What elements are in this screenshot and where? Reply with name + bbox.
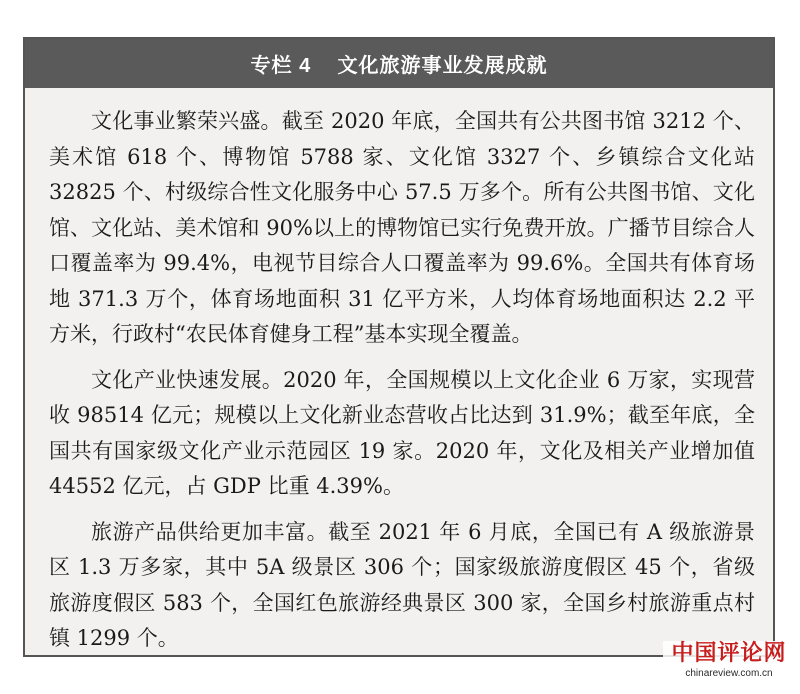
paragraph-tourism: 旅游产品供给更加丰富。截至 2021 年 6 月底，全国已有 A 级旅游景区 1.3 万多家，其中 5A 级景区 306 个；国家级旅游度假区 45 个，省级旅游度假区 583 个，全国红色旅游经典景区 300 家，全国乡村旅游重点村镇 1299 个。 — [49, 519, 755, 650]
column-label: 专栏 4 — [250, 55, 312, 77]
paragraph-industry: 文化产业快速发展。2020 年，全国规模以上文化企业 6 万家，实现营收 98514 亿元；规模以上文化新业态营收占比达到 31.9%；截至年底，全国共有国家级文化产业示范园区 19 家。2020 年，文化及相关产业增加值 44552 亿元，占 GDP 比重 4.39%。 — [49, 367, 755, 498]
watermark-title: 中国评论网 — [671, 641, 787, 666]
box-header — [25, 39, 773, 88]
paragraph-culture: 文化事业繁荣兴盛。截至 2020 年底，全国共有公共图书馆 3212 个、美术馆 618 个、博物馆 5788 家、文化馆 3327 个、乡镇综合文化站 32825 个、村级综合性文化服务中心 57.5 万多个。所有公共图书馆、文化馆、文化站、美术馆和 90%以上的博物馆已实行免费开放。广播节目综合人口覆盖率为 99.4%，电视节目综合人口覆盖率为 99.6%。全国共有体育场地 371.3 万个，体育场地面积 31 亿平方米，人均体育场地面积达 2.2 平方米，行政村“农民体育健身工程”基本实现全覆盖。 — [49, 109, 755, 346]
box-content — [49, 104, 755, 667]
box-title: 文化旅游事业发展成就 — [337, 55, 548, 77]
watermark-logo — [663, 641, 795, 685]
feature-box — [23, 37, 775, 657]
watermark-url: chinareview.com.cn — [685, 668, 773, 679]
